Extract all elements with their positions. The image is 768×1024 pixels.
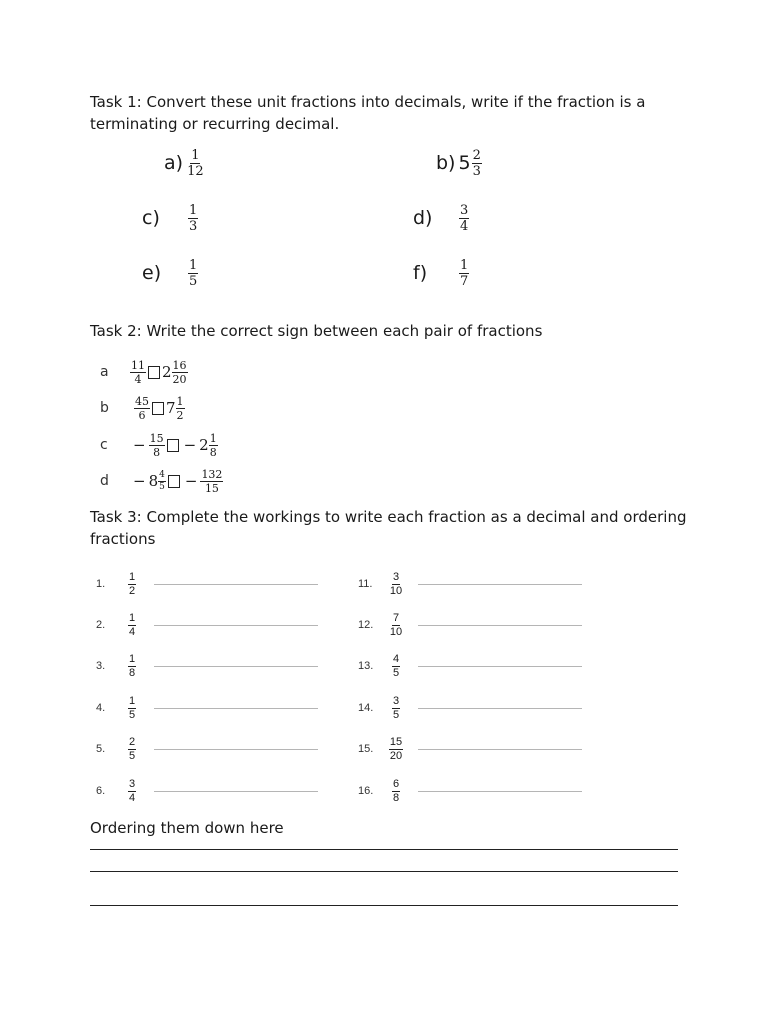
- denominator: 12: [187, 163, 204, 179]
- task3-item-13: [358, 646, 582, 686]
- task3-item-6: [96, 771, 318, 811]
- task2-item-b: [100, 393, 185, 423]
- numerator: 1: [460, 257, 469, 273]
- item-number: 2.: [96, 619, 106, 631]
- task3-heading: Task 3: Complete the workings to write each fraction as a decimal and ordering fractions: [90, 508, 687, 548]
- denominator: 3: [472, 163, 481, 179]
- ordering-label: Ordering them down here: [90, 819, 284, 837]
- comparison: [130, 360, 188, 385]
- item-number: 5.: [96, 743, 106, 755]
- fraction: $\frac{15}{8}$: [149, 431, 164, 459]
- comparison: [134, 396, 185, 421]
- comparison: [130, 433, 218, 458]
- fraction: $\frac{7}{10}$: [389, 611, 403, 638]
- task3-item-11: [358, 564, 582, 604]
- fraction: $\frac{1}{2}$: [176, 394, 184, 422]
- answer-line[interactable]: [418, 708, 582, 709]
- task3-item-4: [96, 688, 318, 728]
- item-label: f): [413, 262, 428, 284]
- item-label: a): [164, 152, 184, 174]
- sign-box[interactable]: [148, 366, 160, 379]
- task3-item-16: [358, 771, 582, 811]
- numerator: 1: [191, 147, 200, 163]
- item-number: 16.: [358, 785, 374, 797]
- whole-number: 8: [148, 472, 159, 490]
- item-number: 13.: [358, 660, 374, 672]
- task3-item-1: [96, 564, 318, 604]
- fraction: $\frac{4}{5}$: [392, 652, 400, 679]
- sign-box[interactable]: [167, 439, 179, 452]
- ordering-line-3[interactable]: [90, 905, 678, 906]
- minus-sign: −: [133, 472, 146, 490]
- denominator: 3: [189, 218, 198, 234]
- fraction: [188, 204, 198, 233]
- item-letter: c: [100, 437, 108, 453]
- fraction: $\frac{2}{5}$: [128, 735, 136, 762]
- fraction: $\frac{11}{4}$: [131, 358, 145, 386]
- task1-item-b: [436, 143, 482, 183]
- task2-item-d: [100, 466, 223, 496]
- fraction: $\frac{16}{20}$: [172, 358, 187, 386]
- fraction: $\frac{3}{5}$: [392, 694, 400, 721]
- denominator: 4: [460, 218, 469, 234]
- numerator: 2: [472, 147, 481, 163]
- answer-line[interactable]: [418, 749, 582, 750]
- ordering-line-2[interactable]: [90, 871, 678, 872]
- minus-sign: −: [183, 436, 197, 454]
- comparison: [130, 469, 223, 494]
- answer-line[interactable]: [418, 666, 582, 667]
- fraction: $\frac{1}{2}$: [128, 570, 136, 597]
- answer-line[interactable]: [418, 625, 582, 626]
- fraction: $\frac{1}{5}$: [128, 694, 136, 721]
- whole-number: 7: [166, 399, 176, 417]
- task2-item-a: [100, 357, 188, 387]
- fraction: [188, 259, 198, 288]
- fraction: $\frac{15}{20}$: [389, 735, 403, 762]
- item-label: d): [413, 207, 433, 229]
- whole-number: 2: [199, 436, 209, 454]
- task2-item-c: [100, 430, 218, 460]
- item-number: 11.: [358, 578, 373, 590]
- item-number: 14.: [358, 702, 374, 714]
- item-letter: d: [100, 473, 109, 489]
- item-letter: a: [100, 364, 109, 380]
- task1-item-f: [413, 253, 469, 293]
- fraction: [472, 149, 482, 178]
- task1-item-d: [413, 198, 469, 238]
- answer-line[interactable]: [154, 584, 318, 585]
- task1-item-e: [142, 253, 198, 293]
- fraction: [459, 204, 469, 233]
- task3-item-2: [96, 605, 318, 645]
- ordering-line-1[interactable]: [90, 849, 678, 850]
- answer-line[interactable]: [418, 584, 582, 585]
- fraction: $\frac{1}{8}$: [128, 652, 136, 679]
- item-number: 4.: [96, 702, 106, 714]
- task3-item-12: [358, 605, 582, 645]
- item-label: c): [142, 207, 160, 229]
- task1-item-c: [142, 198, 198, 238]
- item-number: 12.: [358, 619, 374, 631]
- fraction: [187, 149, 204, 178]
- item-number: 6.: [96, 785, 106, 797]
- task1-item-a: [164, 143, 204, 183]
- numerator: 1: [189, 257, 198, 273]
- numerator: 1: [189, 202, 198, 218]
- item-number: 1.: [96, 578, 106, 590]
- whole-number: 2: [162, 363, 172, 381]
- fraction: $\frac{4}{5}$: [159, 469, 165, 492]
- item-number: 3.: [96, 660, 106, 672]
- fraction: $\frac{6}{8}$: [392, 777, 400, 804]
- task3-item-5: [96, 729, 318, 769]
- item-label: b): [436, 152, 456, 174]
- item-number: 15.: [358, 743, 374, 755]
- minus-sign: −: [184, 472, 198, 490]
- item-letter: b: [100, 400, 109, 416]
- answer-line[interactable]: [418, 791, 582, 792]
- task1-heading: Task 1: Convert these unit fractions into decimals, write if the fraction is a terminating or recurring decimal.: [90, 93, 646, 133]
- fraction: $\frac{1}{4}$: [128, 611, 136, 638]
- fraction: $\frac{45}{6}$: [135, 394, 149, 422]
- denominator: 5: [189, 273, 198, 289]
- answer-line[interactable]: [154, 708, 318, 709]
- task3-item-15: [358, 729, 582, 769]
- whole-number: 5: [458, 152, 471, 174]
- fraction: $\frac{3}{4}$: [128, 777, 136, 804]
- task3-item-3: [96, 646, 318, 686]
- task3-item-14: [358, 688, 582, 728]
- fraction: $\frac{1}{8}$: [209, 431, 217, 459]
- denominator: 7: [460, 273, 469, 289]
- fraction: $\frac{3}{10}$: [389, 570, 403, 597]
- numerator: 3: [460, 202, 469, 218]
- sign-box[interactable]: [152, 402, 164, 415]
- fraction: [459, 259, 469, 288]
- answer-line[interactable]: [154, 625, 318, 626]
- answer-line[interactable]: [154, 749, 318, 750]
- sign-box[interactable]: [168, 475, 180, 488]
- answer-line[interactable]: [154, 791, 318, 792]
- task2-heading: Task 2: Write the correct sign between each pair of fractions: [90, 322, 543, 340]
- fraction: $\frac{132}{15}$: [201, 467, 223, 495]
- minus-sign: −: [133, 436, 146, 454]
- item-label: e): [142, 262, 162, 284]
- answer-line[interactable]: [154, 666, 318, 667]
